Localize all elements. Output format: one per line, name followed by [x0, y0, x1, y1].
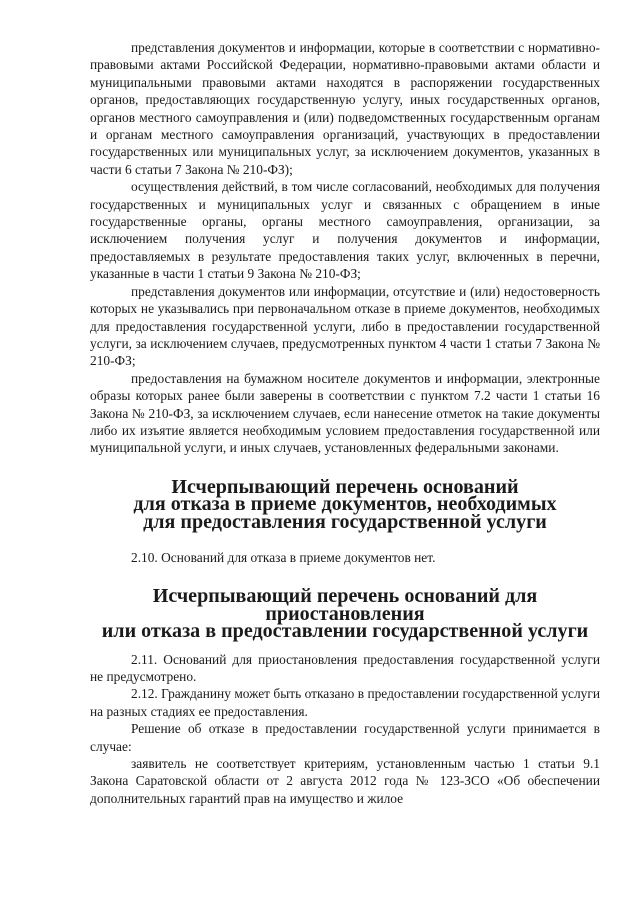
- heading-line: Исчерпывающий перечень оснований для приостановления: [152, 585, 538, 625]
- section-heading: [90, 585, 600, 643]
- paragraph: Решение об отказе в предоставлении государственной услуги принимается в случае:: [90, 721, 600, 754]
- paragraph-2-11: 2.11. Оснований для приостановления предоставления государственной услуги не предусмотрено.: [90, 651, 600, 684]
- spacer: [90, 641, 600, 651]
- paragraph: представления документов и информации, которые в соответствии с нормативно-правовыми актами Российской Федерации, нормативно-правовыми актами области и муниципальными правовыми актами находятся в распоряжении государственных органов, предоставляющих государственную услугу, иных государственных органов, органов местного самоуправления и (или) подведомственных государственным органам и органам местного самоуправления организаций, участвующих в предоставлении государственных или муниципальных услуг, за исключением документов, указанных в части 6 статьи 7 Закона № 210-ФЗ);: [90, 40, 600, 177]
- heading-line: для предоставления государственной услуги: [143, 510, 547, 533]
- paragraph: предоставления на бумажном носителе документов и информации, электронные образы которых ранее были заверены в соответствии с пунктом 7.2 части 1 статьи 16 Закона № 210-ФЗ, за исключением случаев, если нанесение отметок на такие документы либо их изъятие является необходимым условием предоставления государственной или муниципальной услуги, и иных случаев, установленных федеральными законами.: [90, 370, 600, 456]
- paragraph: представления документов или информации, отсутствие и (или) недостоверность которых не указывались при первоначальном отказе в приеме документов, необходимых для предоставления государственной услуги, либо в предоставлении государственной услуги, за исключением случаев, предусмотренных пунктом 4 части 1 статьи 7 Закона № 210-ФЗ;: [90, 283, 600, 369]
- section-heading: [90, 475, 600, 533]
- paragraph-2-10: 2.10. Оснований для отказа в приеме документов нет.: [131, 549, 436, 565]
- heading-line: или отказа в предоставлении государственной услуги: [101, 620, 589, 643]
- spacer: [90, 531, 600, 549]
- heading-line: для отказа в приеме документов, необходимых: [133, 493, 557, 516]
- paragraph-2-12: 2.12. Гражданину может быть отказано в предоставлении государственной услуги на разных стадиях ее предоставления.: [90, 686, 600, 719]
- paragraph: заявитель не соответствует критериям, установленным частью 1 статьи 9.1 Закона Саратовской области от 2 августа 2012 года № 123-ЗСО «Об обеспечении дополнительных гарантий прав на имущество и жилое: [90, 756, 600, 806]
- paragraph: осуществления действий, в том числе согласований, необходимых для получения государственных и муниципальных услуг и связанных с обращением в иные государственные органы, органы местного самоуправления, организации, за исключением получения услуг и получения документов и информации, предоставляемых в результате предоставления таких услуг, включенных в перечни, указанные в части 1 статьи 9 Закона № 210-ФЗ;: [90, 179, 600, 282]
- heading-line: Исчерпывающий перечень оснований: [171, 475, 519, 498]
